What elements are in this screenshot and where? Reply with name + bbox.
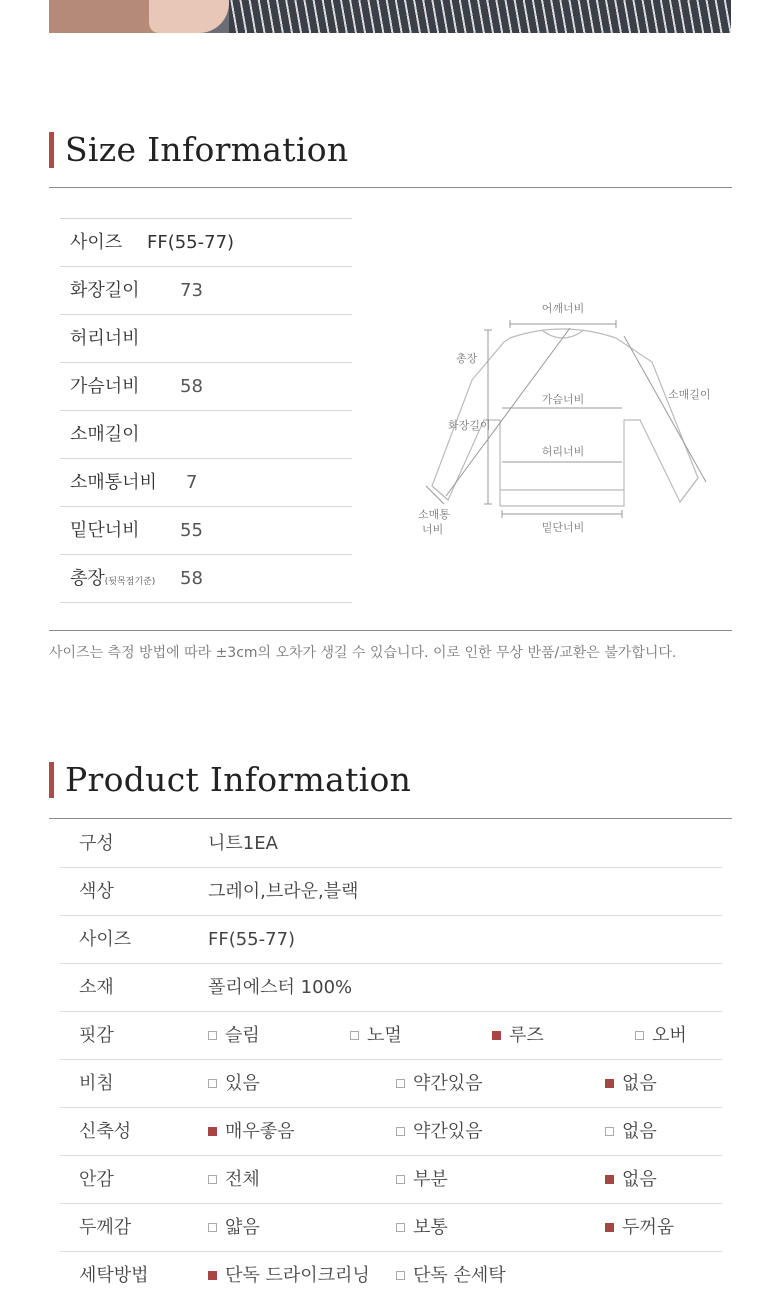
size-row (60, 363, 352, 411)
diagram-label-chest: 가슴너비 (541, 393, 585, 406)
size-title-rule (49, 187, 732, 188)
checkbox-icon (396, 1271, 405, 1280)
checkbox-icon (208, 1175, 217, 1184)
diagram-label-cuff-2: 너비 (422, 523, 444, 536)
size-row (60, 315, 352, 363)
product-label: 신축성 (79, 1121, 132, 1142)
option-loose: 루즈 (492, 1012, 544, 1059)
option: 매우좋음 (208, 1108, 295, 1155)
size-value: 7 (186, 472, 198, 493)
size-row (60, 219, 352, 267)
option: 없음 (605, 1156, 657, 1203)
diagram-label-shoulder: 어깨너비 (541, 302, 585, 315)
size-label-note: (뒷목점기준) (104, 577, 156, 587)
option: 전체 (208, 1156, 260, 1203)
product-info-table (60, 820, 722, 1299)
diagram-label-cuff: 소매통 (418, 508, 450, 521)
diagram-label-waist: 허리너비 (541, 445, 585, 458)
size-label: 화장길이 (70, 280, 140, 301)
product-row-washing (60, 1252, 722, 1299)
size-value: 58 (180, 376, 203, 397)
product-label: 소재 (79, 977, 114, 998)
size-row (60, 555, 352, 603)
checkbox-icon (492, 1031, 501, 1040)
size-label: 총장(뒷목점기준) (70, 568, 156, 589)
product-label: 안감 (79, 1169, 114, 1190)
product-title-rule (49, 818, 732, 819)
option: 없음 (605, 1060, 657, 1107)
size-label: 소매통너비 (70, 472, 157, 493)
product-row-fit (60, 1012, 722, 1060)
size-label: 허리너비 (70, 328, 140, 349)
size-value: 73 (180, 280, 203, 301)
option: 약간있음 (396, 1108, 483, 1155)
option: 있음 (208, 1060, 260, 1107)
diagram-label-sleeve-reach: 화장길이 (448, 419, 491, 432)
product-label: 비침 (79, 1073, 114, 1094)
product-row (60, 820, 722, 868)
option-normal: 노멀 (350, 1012, 402, 1059)
checkbox-icon (605, 1175, 614, 1184)
option: 얇음 (208, 1204, 260, 1251)
checkbox-icon (350, 1031, 359, 1040)
product-row-lining (60, 1156, 722, 1204)
checkbox-icon (605, 1223, 614, 1232)
product-label: 색상 (79, 881, 114, 902)
product-row-thickness (60, 1204, 722, 1252)
size-value: FF(55-77) (147, 232, 235, 253)
option-slim: 슬림 (208, 1012, 260, 1059)
product-label: 세탁방법 (79, 1265, 149, 1286)
product-value: 그레이,브라운,블랙 (208, 881, 359, 902)
checkbox-icon (208, 1079, 217, 1088)
size-value: 55 (180, 520, 203, 541)
option: 부분 (396, 1156, 448, 1203)
checkbox-icon (396, 1223, 405, 1232)
diagram-label-sleeve-length: 소매길이 (668, 388, 711, 401)
size-row (60, 267, 352, 315)
product-value: FF(55-77) (208, 929, 296, 950)
size-info-title: Size Information (49, 132, 348, 168)
product-label: 두께감 (79, 1217, 132, 1238)
option: 단독 손세탁 (396, 1252, 506, 1299)
option: 두꺼움 (605, 1204, 674, 1251)
option: 단독 드라이크리닝 (208, 1252, 370, 1299)
diagram-label-hem: 밑단너비 (541, 521, 585, 534)
checkbox-icon (396, 1079, 405, 1088)
product-label: 사이즈 (79, 929, 132, 950)
size-value: 58 (180, 568, 203, 589)
size-table-bottom-rule (49, 630, 732, 631)
product-row-stretch (60, 1108, 722, 1156)
checkbox-icon (208, 1031, 217, 1040)
sweater-size-diagram (410, 290, 730, 550)
product-info-title: Product Information (49, 762, 411, 798)
checkbox-icon (605, 1079, 614, 1088)
product-label: 핏감 (79, 1025, 114, 1046)
product-row (60, 916, 722, 964)
product-label: 구성 (79, 833, 114, 854)
size-row (60, 411, 352, 459)
product-row (60, 868, 722, 916)
product-photo (49, 0, 731, 33)
checkbox-icon (605, 1127, 614, 1136)
product-row-sheerness (60, 1060, 722, 1108)
option: 없음 (605, 1108, 657, 1155)
option: 보통 (396, 1204, 448, 1251)
size-row (60, 459, 352, 507)
option: 약간있음 (396, 1060, 483, 1107)
checkbox-icon (396, 1127, 405, 1136)
diagram-label-length: 총장 (456, 352, 478, 365)
size-row (60, 507, 352, 555)
size-table (60, 218, 352, 603)
size-label: 밑단너비 (70, 520, 140, 541)
product-row (60, 964, 722, 1012)
size-label: 사이즈 (70, 232, 123, 253)
checkbox-icon (208, 1271, 217, 1280)
size-label: 소매길이 (70, 424, 140, 445)
product-value: 폴리에스터 100% (208, 977, 353, 998)
checkbox-icon (208, 1127, 217, 1136)
product-value: 니트1EA (208, 833, 278, 854)
checkbox-icon (396, 1175, 405, 1184)
size-label: 가슴너비 (70, 376, 140, 397)
checkbox-icon (208, 1223, 217, 1232)
checkbox-icon (635, 1031, 644, 1040)
size-disclaimer: 사이즈는 측정 방법에 따라 ±3cm의 오차가 생길 수 있습니다. 이로 인한 무상 반품/교환은 불가합니다. (49, 645, 677, 661)
option-over: 오버 (635, 1012, 687, 1059)
